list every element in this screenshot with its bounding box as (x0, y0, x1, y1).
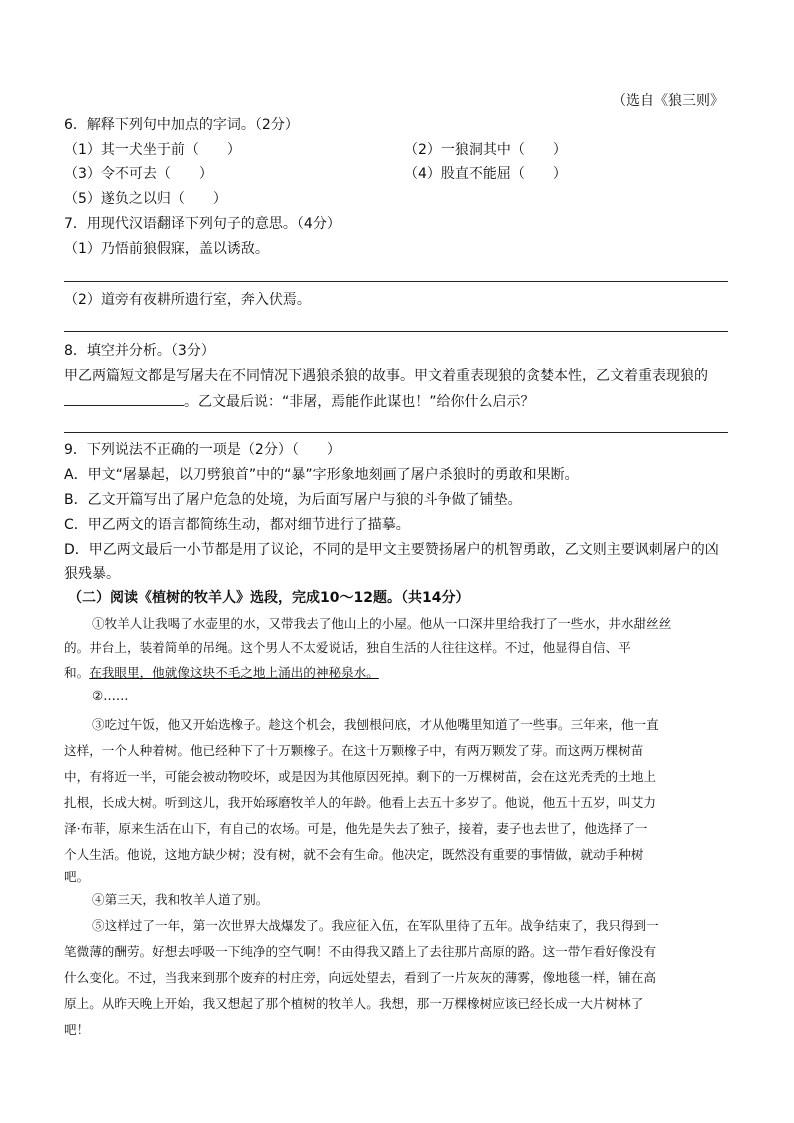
passage-line: 扎根，长成大树。听到这儿，我开始琢磨牧羊人的年龄。他看上去五十多岁了。他说，他五十五岁，叫艾力 (64, 795, 656, 810)
q8-line-2-tail: 。乙文最后说：“非屠，焉能作此谋也！”给你什么启示？ (184, 394, 535, 410)
passage-line: ④第三天，我和牧羊人道了别。 (92, 892, 269, 907)
q7-item-2: （2）道旁有夜耕所遗行室，奔入伏焉。 (64, 292, 311, 308)
passage-line: 什么变化。不过，当我来到那个废弃的村庄旁，向远处望去，看到了一片灰灰的薄雾，像地毯一样，铺在高 (64, 970, 656, 985)
passage-line: 原上。从昨天晚上开始，我又想起了那个植树的牧羊人。我想，那一万棵橡树应该已经长成一大片树林了 (64, 996, 644, 1011)
q9-option-c: C．甲乙两文的语言都简练生动，都对细节进行了描摹。 (64, 517, 410, 533)
q9-option-d-cont: 狠残暴。 (64, 566, 120, 582)
q7-title: 7．用现代汉语翻译下列句子的意思。（4分） (64, 216, 341, 232)
passage-line: 的。井台上，装着简单的吊绳。这个男人不太爱说话，独自生活的人往往这样。不过，他显得自信、平 (64, 640, 631, 655)
passage-line: 泽·布菲，原来生活在山下，有自己的农场。可是，他先是失去了独子，接着，妻子也去世了，他选择了一 (64, 821, 648, 836)
q6-title: 6．解释下列句中加点的字词。（2分） (64, 117, 299, 133)
passage-line: ③吃过午饭，他又开始选橡子。趁这个机会，我刨根问底，才从他嘴里知道了一些事。三年来，他一直 (92, 717, 659, 732)
answer-line (64, 281, 728, 282)
passage-line: 吧。 (64, 869, 90, 884)
passage-line: ①牧羊人让我喝了水壶里的水，又带我去了他山上的小屋。他从一口深井里给我打了一些水，井水甜丝丝 (92, 616, 672, 631)
passage-line (64, 662, 379, 681)
passage-line: 笔微薄的酬劳。好想去呼吸一下纯净的空气啊！不由得我又踏上了去往那片高原的路。这一带乍看好像没有 (64, 944, 656, 959)
q6-item-1: （1）其一犬坐于前（ ） (64, 142, 241, 158)
fill-blank[interactable] (64, 389, 184, 406)
q7-item-1: （1）乃悟前狼假寐，盖以诱敌。 (64, 241, 269, 257)
source-citation: （选自《狼三则》 (612, 93, 724, 109)
passage-line: 吧！ (64, 1022, 90, 1037)
q8-line-1: 甲乙两篇短文都是写屠夫在不同情况下遇狼杀狼的故事。甲文着重表现狼的贪婪本性，乙文着重表现狼的 (64, 368, 708, 384)
q9-option-b: B．乙文开篇写出了屠户危急的处境，为后面写屠户与狼的斗争做了铺垫。 (64, 492, 522, 508)
passage-line: ⑤这样过了一年，第一次世界大战爆发了。我应征入伍，在军队里待了五年。战争结束了，我只得到一 (92, 918, 659, 933)
passage-line: 这样，一个人种着树。他已经种下了十万颗橡子。在这十万颗橡子中，有两万颗发了芽。而这两万棵树苗 (64, 743, 644, 758)
q8-line-2 (64, 389, 535, 414)
passage-line: 个人生活。他说，这地方缺少树；没有树，就不会有生命。他决定，既然没有重要的事情做，就动手种树 (64, 847, 644, 862)
section-heading: （二）阅读《植树的牧羊人》选段，完成10～12题。（共14分） (68, 590, 470, 606)
answer-line (64, 331, 728, 332)
passage-line: 中，有将近一半，可能会被动物咬坏，或是因为其他原因死掉。剩下的一万棵树苗，会在这光秃秃的土地上 (64, 769, 656, 784)
q6-item-2: （2）一狼洞其中（ ） (404, 142, 567, 158)
q9-title: 9．下列说法不正确的一项是（2分）（ ） (64, 442, 341, 458)
q8-title: 8．填空并分析。（3分） (64, 343, 215, 359)
answer-line (64, 432, 728, 433)
passage-line: ②…… (92, 688, 129, 703)
q6-item-5: （5）遂负之以归（ ） (64, 191, 227, 207)
q6-item-4: （4）股直不能屈（ ） (404, 166, 567, 182)
q9-option-d: D．甲乙两文最后一小节都是用了议论，不同的是甲文主要赞扬屠户的机智勇敢，乙文则主要讽刺屠户的凶 (64, 542, 719, 558)
underlined-sentence: 在我眼里，他就像这块不毛之地上涌出的神秘泉水。 (89, 665, 379, 680)
q6-item-3: （3）令不可去（ ） (64, 166, 213, 182)
q9-option-a: A．甲文“屠暴起，以刀劈狼首”中的“暴”字形象地刻画了屠户杀狼时的勇敢和果断。 (64, 467, 579, 483)
passage-text: 和。 (64, 665, 90, 680)
